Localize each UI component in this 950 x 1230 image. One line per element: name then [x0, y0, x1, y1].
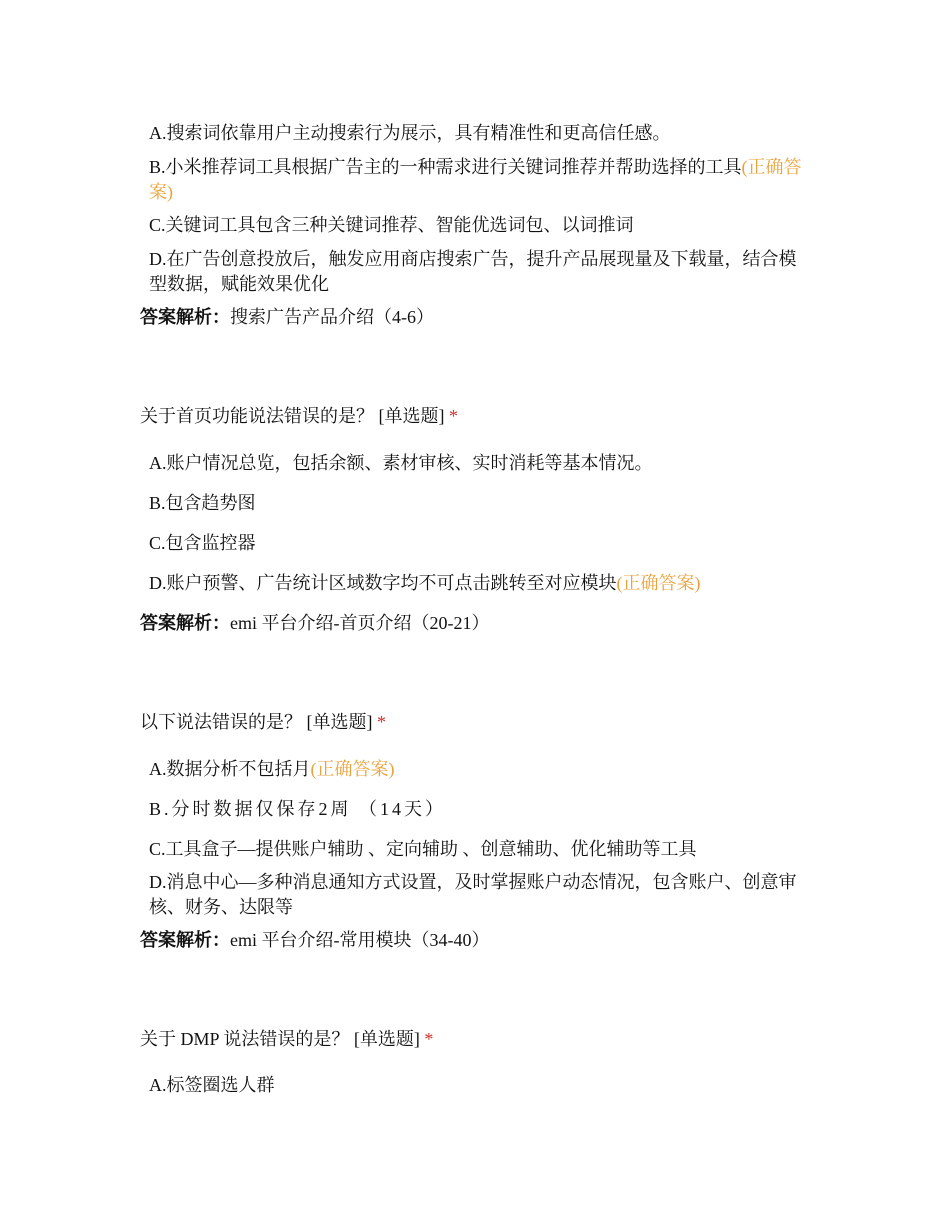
- option-c: [149, 837, 809, 862]
- question-text: 关于 DMP 说法错误的是？ [单选题]: [140, 1029, 425, 1049]
- question-title: [140, 1027, 820, 1052]
- option-c: [149, 531, 809, 556]
- analysis-label: 答案解析：: [140, 307, 230, 327]
- option-a: [149, 451, 809, 476]
- required-marker: *: [449, 406, 458, 426]
- question-text: 以下说法错误的是？ [单选题]: [140, 712, 377, 732]
- option-text: B.分时数据仅保存2周 （14天）: [149, 799, 447, 819]
- answer-analysis: [140, 305, 820, 330]
- question-title: [140, 404, 820, 429]
- option-text: A.数据分析不包括月: [149, 759, 311, 779]
- question-text: 关于首页功能说法错误的是？ [单选题]: [140, 406, 449, 426]
- answer-analysis: [140, 928, 820, 953]
- analysis-text: emi 平台介绍-首页介绍（20-21）: [230, 613, 490, 633]
- answer-analysis: [140, 611, 820, 636]
- option-text: B.小米推荐词工具根据广告主的一种需求进行关键词推荐并帮助选择的工具: [149, 157, 742, 177]
- option-d: [149, 247, 809, 297]
- option-text: A.标签圈选人群: [149, 1075, 275, 1095]
- option-text: C.关键词工具包含三种关键词推荐、智能优选词包、以词推词: [149, 215, 634, 235]
- required-marker: *: [424, 1029, 434, 1049]
- analysis-label: 答案解析：: [140, 930, 230, 950]
- option-text: A.搜索词依靠用户主动搜索行为展示，具有精准性和更高信任感。: [149, 123, 671, 143]
- option-text: A.账户情况总览，包括余额、素材审核、实时消耗等基本情况。: [149, 453, 653, 473]
- option-a: [149, 1073, 809, 1098]
- option-text: C.工具盒子—提供账户辅助 、定向辅助 、创意辅助、优化辅助等工具: [149, 839, 697, 859]
- analysis-text: 搜索广告产品介绍（4-6）: [230, 307, 434, 327]
- option-text: B.包含趋势图: [149, 493, 256, 513]
- option-b: [149, 155, 809, 205]
- option-text: D.消息中心—多种消息通知方式设置，及时掌握账户动态情况，包含账户、创意审核、财务、达限等: [149, 872, 797, 917]
- option-b: [149, 491, 809, 516]
- option-b: [149, 797, 809, 822]
- option-text: C.包含监控器: [149, 533, 256, 553]
- correct-answer-mark: (正确答案): [149, 157, 802, 202]
- option-d: [149, 571, 809, 596]
- option-a: [149, 757, 809, 782]
- required-marker: *: [377, 712, 386, 732]
- analysis-text: emi 平台介绍-常用模块（34-40）: [230, 930, 490, 950]
- correct-answer-mark: (正确答案): [310, 759, 395, 779]
- correct-answer-mark: (正确答案): [616, 573, 701, 593]
- option-text: D.账户预警、广告统计区域数字均不可点击跳转至对应模块: [149, 573, 617, 593]
- analysis-label: 答案解析：: [140, 613, 230, 633]
- option-text: D.在广告创意投放后，触发应用商店搜索广告，提升产品展现量及下载量，结合模型数据，赋能效果优化: [149, 249, 797, 294]
- option-d: [149, 870, 809, 920]
- option-a: [149, 121, 809, 146]
- question-title: [140, 710, 820, 735]
- option-c: [149, 213, 809, 238]
